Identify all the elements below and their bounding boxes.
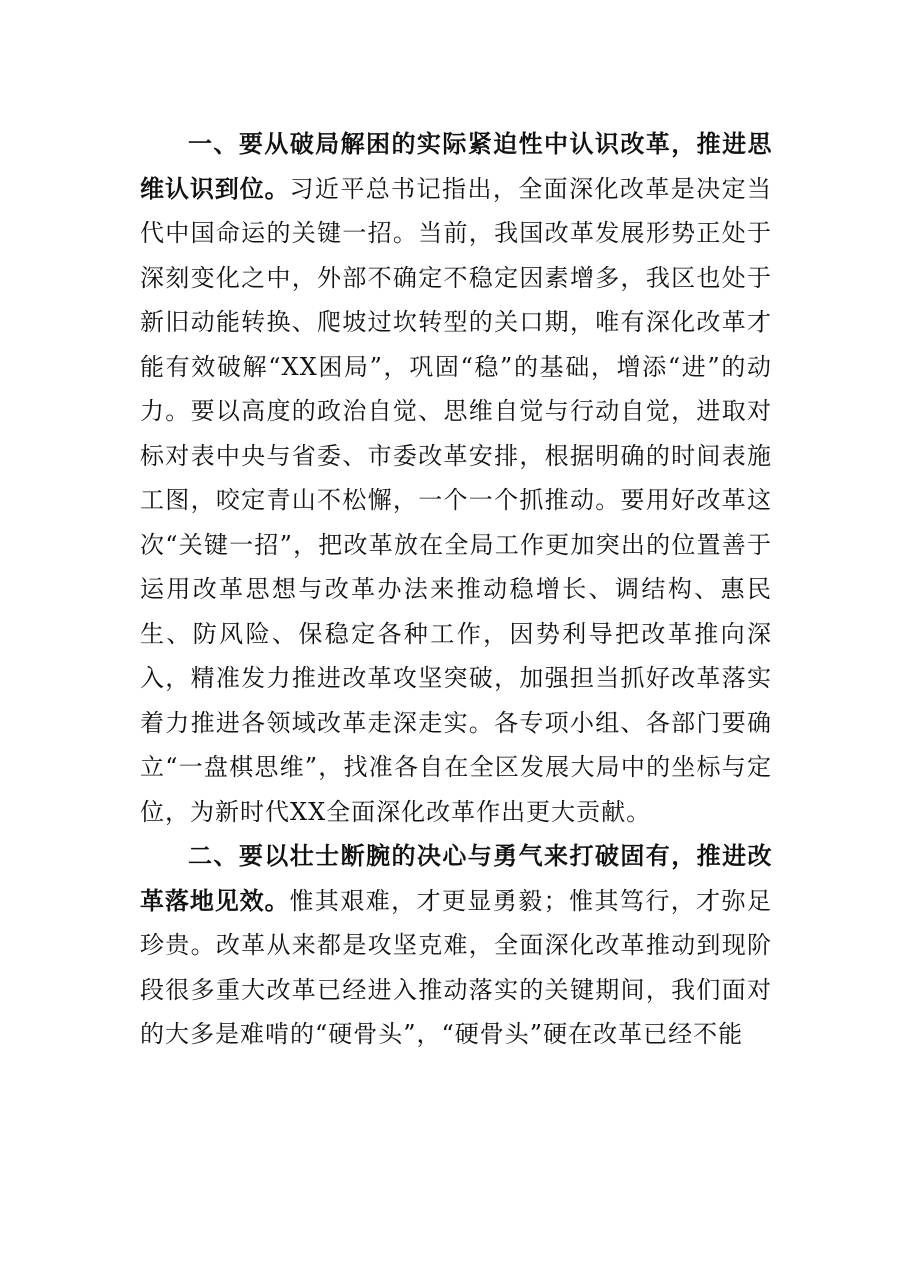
paragraph-2-body: 惟其艰难，才更显勇毅；惟其笃行，才弥足珍贵。改革从来都是攻坚克难，全面深化改革推动到现阶段很多重大改革已经进入推动落实的关键期间，我们面对的大多是难啃的“硬骨头”，“硬骨头”硬在改革已经不能 xyxy=(140,886,772,1048)
document-body xyxy=(140,122,772,1057)
paragraph-1 xyxy=(140,122,772,834)
paragraph-1-body: 习近平总书记指出，全面深化改革是决定当代中国命运的关键一招。当前，我国改革发展形势正处于深刻变化之中，外部不确定不稳定因素增多，我区也处于新旧动能转换、爬坡过坎转型的关口期，唯有深化改革才能有效破解“XX困局”，巩固“稳”的基础，增添“进”的动力。要以高度的政治自觉、思维自觉与行动自觉，进取对标对表中央与省委、市委改革安排，根据明确的时间表施工图，咬定青山不松懈，一个一个抓推动。要用好改革这次“关键一招”，把改革放在全局工作更加突出的位置善于运用改革思想与改革办法来推动稳增长、调结构、惠民生、防风险、保稳定各种工作，因势利导把改革推向深入，精准发力推进改革攻坚突破，加强担当抓好改革落实着力推进各领域改革走深走实。各专项小组、各部门要确立“一盘棋思维”，找准各自在全区发展大局中的坐标与定位，为新时代XX全面深化改革作出更大贡献。 xyxy=(140,174,772,826)
paragraph-1-heading: 一、要从破局解困的实际紧迫性中认识改革，推进思维认识到位。 xyxy=(140,130,772,203)
paragraph-2 xyxy=(140,834,772,1057)
paragraph-2-heading: 二、要以壮士断腕的决心与勇气来打破固有，推进改革落地见效。 xyxy=(140,842,772,915)
